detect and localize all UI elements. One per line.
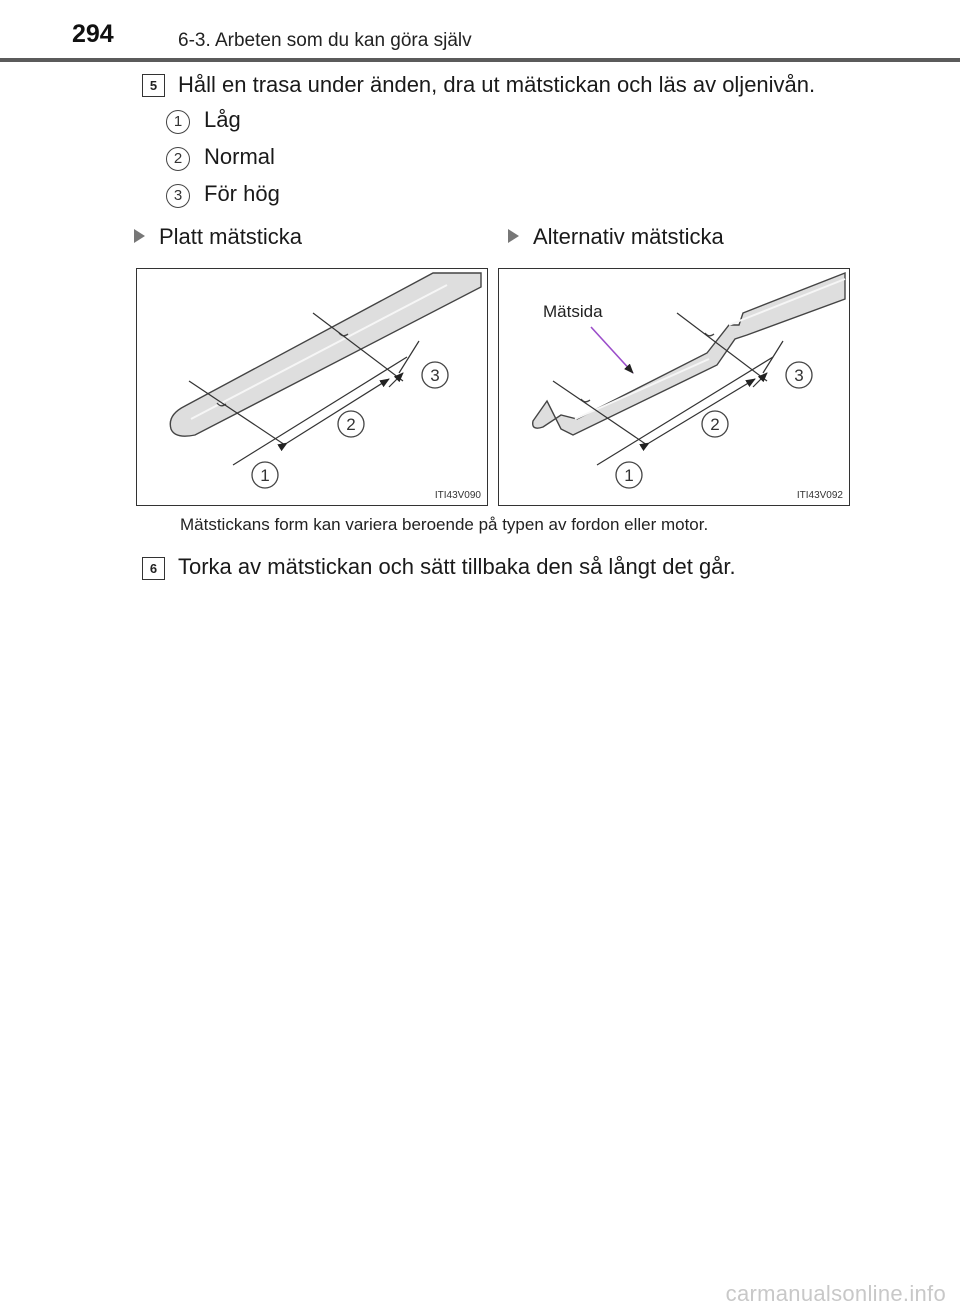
callout-3-icon [786, 362, 812, 388]
high-range-dimension [399, 341, 419, 373]
figure-note: Mätstickans form kan variera beroende på typen av fordon eller motor. [180, 515, 709, 534]
triangle-bullet-icon [508, 229, 519, 243]
figure-code: ITI43V090 [434, 490, 481, 501]
section-title: 6-3. Arbeten som du kan göra själv [178, 30, 472, 51]
level-label-normal: Normal [204, 144, 275, 169]
heading-alt-dipstick [508, 224, 724, 250]
svg-text:1: 1 [260, 466, 270, 485]
figure-code: ITI43V092 [796, 490, 843, 501]
level-label-high: För hög [204, 181, 280, 206]
measuring-side-label: Mätsida [543, 302, 603, 321]
triangle-bullet-icon [134, 229, 145, 243]
alt-dipstick-illustration [499, 269, 851, 507]
callout-1-icon [252, 462, 278, 488]
watermark: carmanualsonline.info [725, 1281, 946, 1306]
callout-1-icon [616, 462, 642, 488]
page-number: 294 [72, 20, 114, 48]
step-6-badge: 6 [142, 557, 165, 580]
callout-2-icon [338, 411, 364, 437]
step-5-text: Håll en trasa under änden, dra ut mätstickan och läs av oljenivån. [178, 72, 816, 97]
callout-2-icon [702, 411, 728, 437]
step-6-text: Torka av mätstickan och sätt tillbaka den så långt det går. [178, 554, 736, 579]
svg-text:1: 1 [624, 466, 634, 485]
callout-1-icon: 1 [166, 110, 190, 134]
header-divider [0, 58, 960, 62]
callout-2-icon: 2 [166, 147, 190, 171]
flat-dipstick-illustration [137, 269, 489, 507]
high-range-dimension [763, 341, 783, 373]
figure-flat-dipstick [136, 268, 488, 506]
page-header [0, 0, 960, 62]
measuring-side-pointer [591, 327, 633, 373]
callout-3-icon: 3 [166, 184, 190, 208]
normal-range-dimension [287, 379, 389, 443]
svg-text:2: 2 [710, 415, 720, 434]
svg-text:3: 3 [794, 366, 804, 385]
dipstick-shape [170, 273, 481, 436]
callout-3-icon [422, 362, 448, 388]
figure-alt-dipstick [498, 268, 850, 506]
heading-flat-label: Platt mätsticka [159, 224, 303, 249]
heading-alt-label: Alternativ mätsticka [533, 224, 724, 249]
level-label-low: Låg [204, 107, 241, 132]
svg-text:3: 3 [430, 366, 440, 385]
svg-text:2: 2 [346, 415, 356, 434]
step-5-badge: 5 [142, 74, 165, 97]
heading-flat-dipstick [134, 224, 302, 250]
